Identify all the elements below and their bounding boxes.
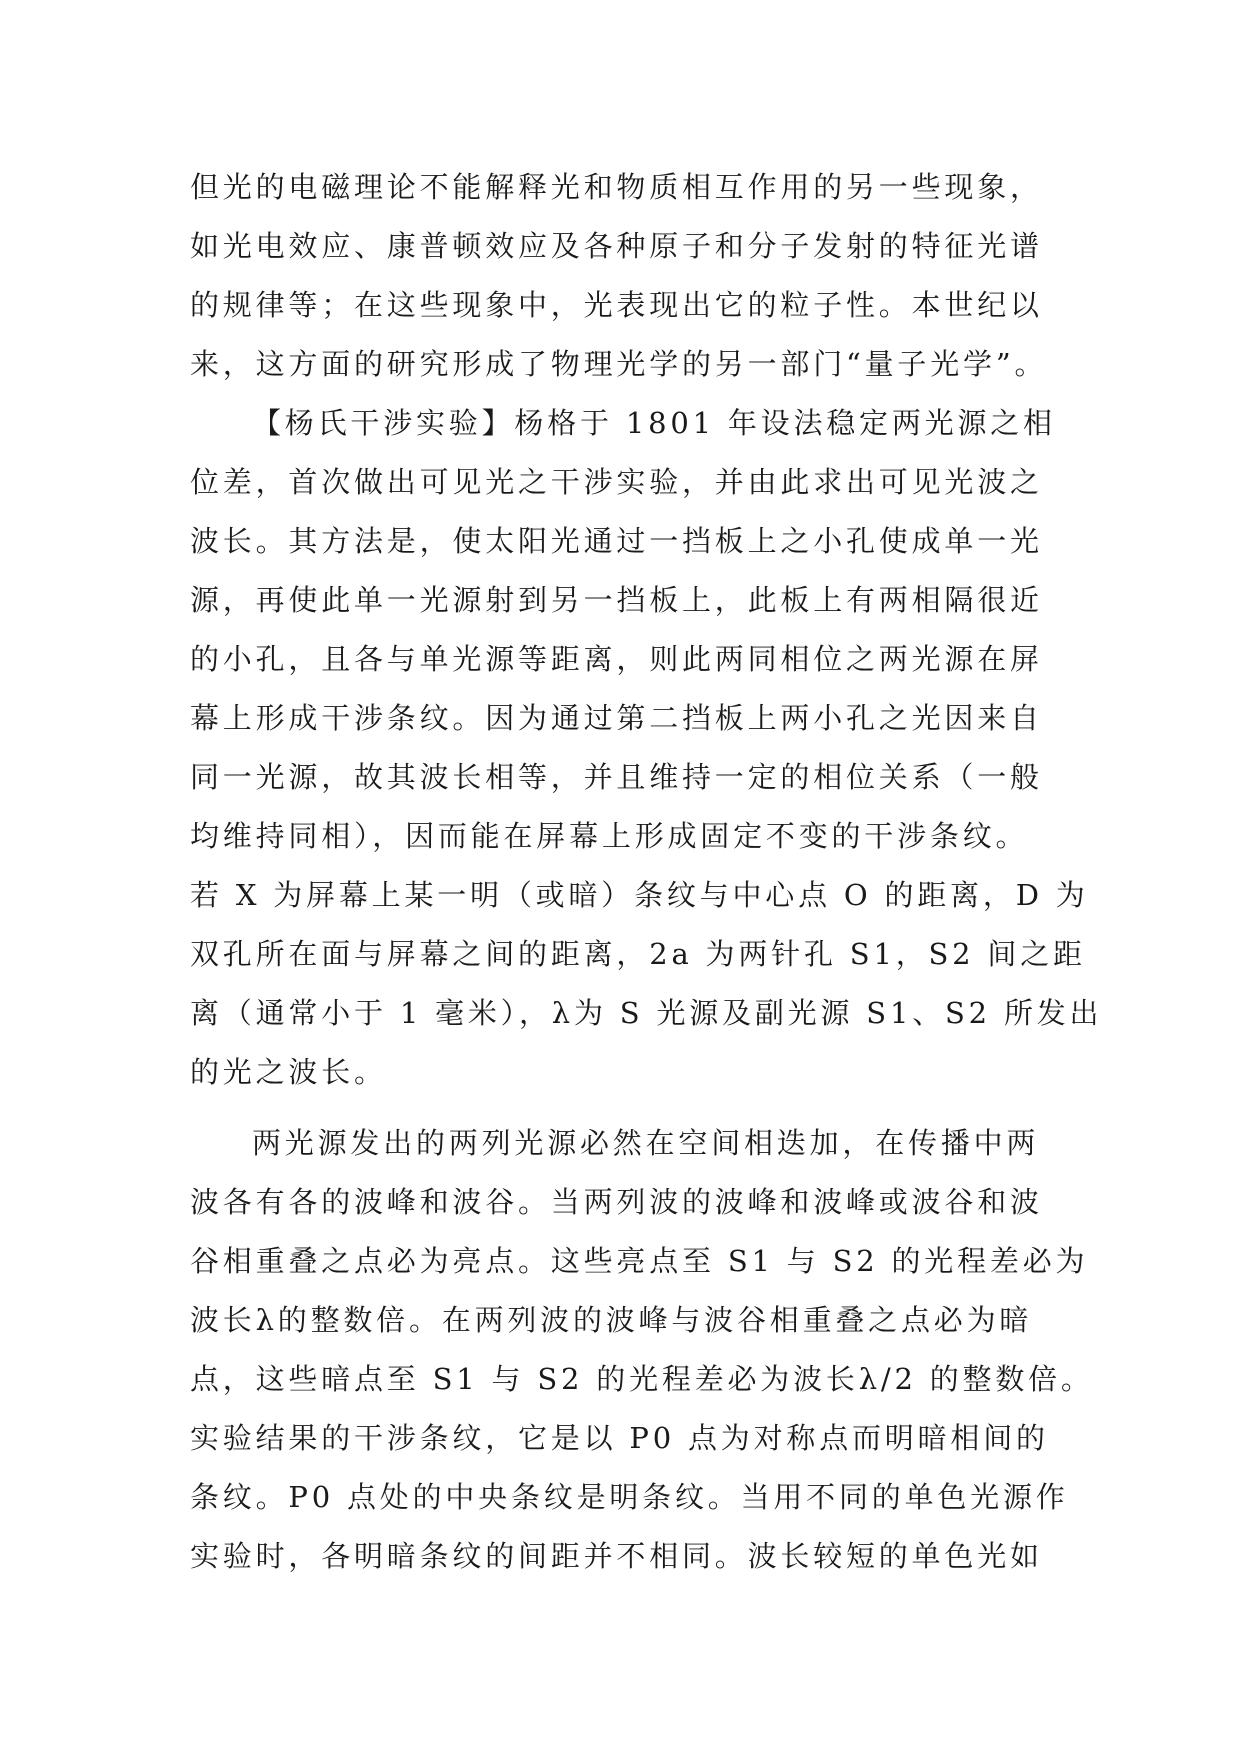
text-line: 波各有各的波峰和波谷。当两列波的波峰和波峰或波谷和波 xyxy=(190,1185,1043,1219)
text-line: 条纹。P0 点处的中央条纹是明条纹。当用不同的单色光源作 xyxy=(190,1480,1069,1514)
text-line: 谷相重叠之点必为亮点。这些亮点至 S1 与 S2 的光程差必为 xyxy=(190,1244,1089,1278)
text-line: 双孔所在面与屏幕之间的距离，2a 为两针孔 S1，S2 间之距 xyxy=(190,937,1086,971)
text-line: 实验时，各明暗条纹的间距并不相同。波长较短的单色光如 xyxy=(190,1539,1043,1573)
text-line: 如光电效应、康普顿效应及各种原子和分子发射的特征光谱 xyxy=(190,229,1043,263)
text-line: 源，再使此单一光源射到另一挡板上，此板上有两相隔很近 xyxy=(190,583,1043,617)
text-line: 但光的电磁理论不能解释光和物质相互作用的另一些现象， xyxy=(190,170,1043,204)
text-line: 的光之波长。 xyxy=(190,1055,387,1089)
text-line: 两光源发出的两列光源必然在空间相迭加，在传播中两 xyxy=(252,1126,1040,1160)
text-line: 的规律等；在这些现象中，光表现出它的粒子性。本世纪以 xyxy=(190,288,1043,322)
text-line: 位差，首次做出可见光之干涉实验，并由此求出可见光波之 xyxy=(190,465,1043,499)
text-line: 实验结果的干涉条纹，它是以 P0 点为对称点而明暗相间的 xyxy=(190,1421,1049,1455)
text-line: 幕上形成干涉条纹。因为通过第二挡板上两小孔之光因来自 xyxy=(190,701,1043,735)
text-line: 的小孔，且各与单光源等距离，则此两同相位之两光源在屏 xyxy=(190,642,1043,676)
text-line: 来，这方面的研究形成了物理光学的另一部门“量子光学”。 xyxy=(190,347,1048,381)
text-line: 波长λ的整数倍。在两列波的波峰与波谷相重叠之点必为暗 xyxy=(190,1303,1033,1337)
text-line: 若 X 为屏幕上某一明（或暗）条纹与中心点 O 的距离，D 为 xyxy=(190,878,1089,912)
paragraph-quantum-optics xyxy=(190,158,1050,394)
text-line: 点，这些暗点至 S1 与 S2 的光程差必为波长λ/2 的整数倍。 xyxy=(190,1362,1094,1396)
text-line: 【杨氏干涉实验】杨格于 1801 年设法稳定两光源之相 xyxy=(252,406,1056,440)
paragraph-interference-fringes xyxy=(190,1114,1094,1586)
text-line: 波长。其方法是，使太阳光通过一挡板上之小孔使成单一光 xyxy=(190,524,1043,558)
text-line: 均维持同相），因而能在屏幕上形成固定不变的干涉条纹。 xyxy=(190,819,1029,853)
paragraph-young-experiment xyxy=(190,394,1103,1102)
text-line: 同一光源，故其波长相等，并且维持一定的相位关系（一般 xyxy=(190,760,1043,794)
text-line: 离（通常小于 1 毫米），λ为 S 光源及副光源 S1、S2 所发出 xyxy=(190,996,1103,1030)
document-body xyxy=(190,158,1103,1586)
